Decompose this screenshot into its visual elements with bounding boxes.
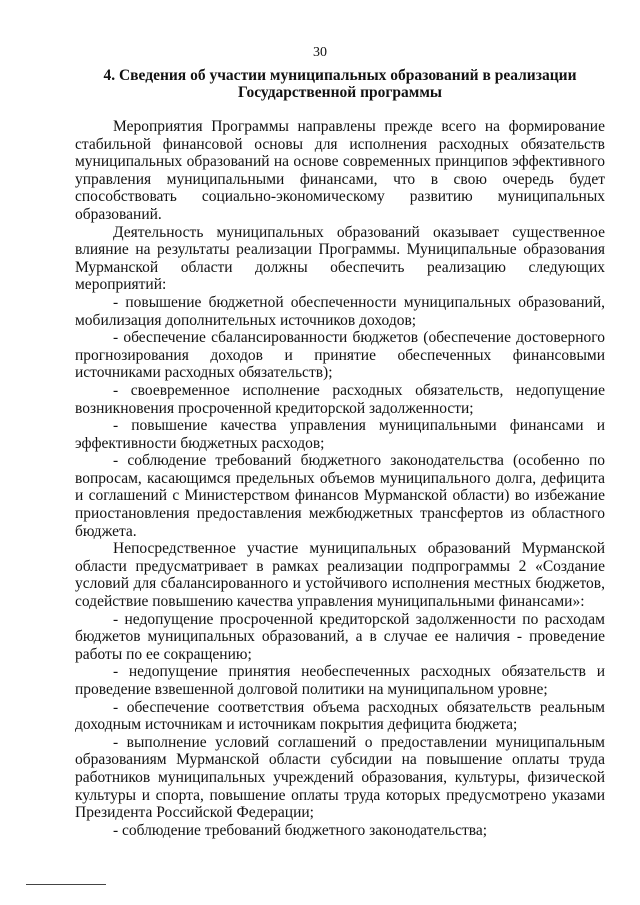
paragraph: Непосредственное участие муниципальных образований Мурманской области предусматривает в рамках реализации подпрограммы 2 «Создание условий для сбалансированного и устойчивого исполнения местных бюджетов, содействие повышению качества управления муниципальными финансами»: (75, 540, 605, 611)
list-item: - повышение бюджетной обеспеченности муниципальных образований, мобилизация дополнительных источников доходов; (75, 293, 605, 329)
paragraph: Мероприятия Программы направлены прежде всего на формирование стабильной финансовой основы для исполнения расходных обязательств муниципальных образований на основе современных принципов эффективного управления муниципальными финансами, что в свою очередь будет способствовать социально-экономическому развитию муниципальных образований. (75, 118, 605, 223)
paragraph: Деятельность муниципальных образований оказывает существенное влияние на результаты реализации Программы. Муниципальные образования Мурманской области должны обеспечить реализацию следующих мероприятий: (75, 223, 605, 294)
list-item: - соблюдение требований бюджетного законодательства; (113, 821, 488, 839)
page-number: 30 (313, 45, 327, 60)
list-item: - обеспечение сбалансированности бюджетов (обеспечение достоверного прогнозирования доходов и принятие обеспеченных финансовыми источниками расходных обязательств); (75, 329, 605, 382)
document-body (75, 118, 605, 839)
section-heading-line-1: 4. Сведения об участии муниципальных образований в реализации (103, 67, 577, 84)
list-item: - повышение качества управления муниципальными финансами и эффективности бюджетных расходов; (75, 417, 605, 452)
section-heading-line-2: Государственной программы (238, 84, 442, 101)
list-item: - недопущение просроченной кредиторской задолженности по расходам бюджетов муниципальных образований, а в случае ее наличия - проведение работы по ее сокращению; (75, 610, 605, 663)
section-heading (75, 67, 605, 101)
list-item: - своевременное исполнение расходных обязательств, недопущение возникновения просроченной кредиторской задолженности; (75, 381, 605, 417)
list-item: - соблюдение требований бюджетного законодательства (особенно по вопросам, касающимся предельных объемов муниципального долга, дефицита и соглашений с Министерством финансов Мурманской области) во избежание приостановления предоставления межбюджетных трансфертов из областного бюджета. (75, 452, 605, 540)
footnote-divider (26, 884, 106, 885)
list-item: - обеспечение соответствия объема расходных обязательств реальным доходным источникам и источникам покрытия дефицита бюджета; (75, 698, 605, 734)
list-item: - недопущение принятия необеспеченных расходных обязательств и проведение взвешенной долговой политики на муниципальном уровне; (75, 663, 605, 698)
list-item: - выполнение условий соглашений о предоставлении муниципальным образованиям Мурманской области субсидии на повышение оплаты труда работников муниципальных учреждений образования, культуры, физической культуры и спорта, повышение оплаты труда которых предусмотрено указами Президента Российской Федерации; (75, 733, 605, 822)
